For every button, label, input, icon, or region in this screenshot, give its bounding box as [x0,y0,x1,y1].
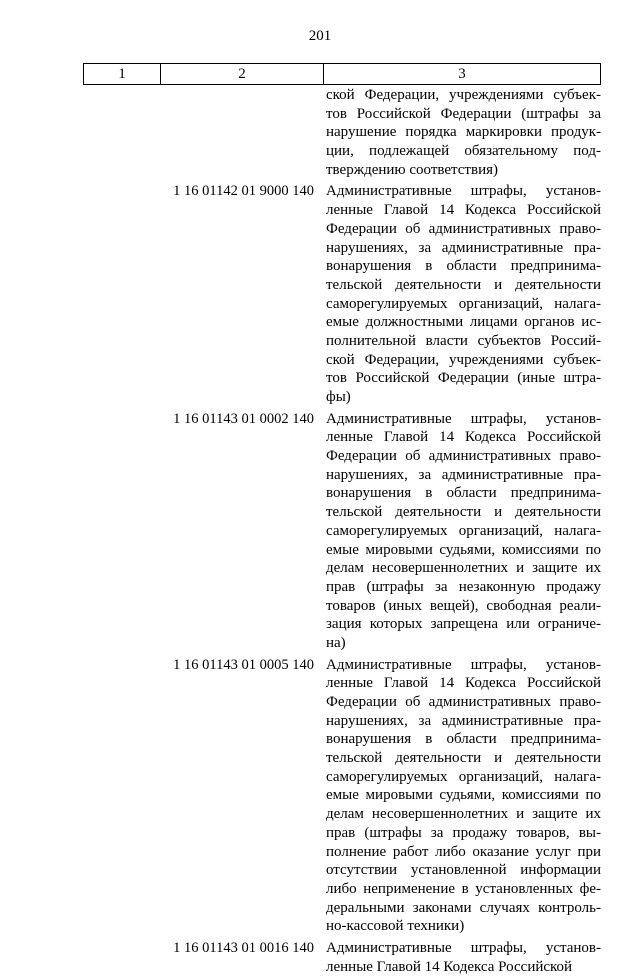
table-row [83,182,600,406]
description-line: тверждению соответствия) [326,161,498,178]
description-line: емые должностными лицами органов ис- [326,314,601,331]
description-line: ленные Главой 14 Кодекса Российской [326,675,601,692]
description-line: товаров (иных вещей), свободная реали- [326,597,601,614]
description-line: отсутствии установленной информации [326,862,601,879]
description-line: тов Российской Федерации (штрафы за [326,105,601,122]
table-row [83,86,600,179]
description-line: емые мировыми судьями, комиссиями по [326,541,601,558]
budget-code: 1 16 01143 01 0002 140 [173,410,314,427]
budget-code: 1 16 01143 01 0005 140 [173,656,314,673]
description-line: фы) [326,389,351,405]
description-line: прав (штрафы за незаконную продажу [326,578,601,595]
income-description [326,410,601,653]
description-line: ции, подлежащей обязательному под- [326,143,601,160]
description-line: нарушениях, за административные пра- [326,466,601,483]
page-number: 201 [308,28,332,44]
budget-code: 1 16 01142 01 9000 140 [173,183,314,200]
description-line: деральными законами случаях контроль- [326,899,601,916]
income-description [326,939,601,976]
table-row [83,656,600,936]
description-line: ленные Главой 14 Кодекса Российской [326,202,601,219]
income-description [326,656,601,936]
description-line: Федерации об административных право- [326,694,601,710]
description-line: Административные штрафы, установ- [326,656,601,673]
table-header [83,63,601,85]
table-row [83,939,600,976]
description-line: но-кассовой техники) [326,918,465,935]
description-line: либо неприменение в установленных фе- [326,880,601,897]
description-line: вонарушения в области предпринима- [326,731,601,748]
description-line: ленные Главой 14 Кодекса Российской [326,958,573,975]
description-line: Федерации об административных право- [326,220,601,237]
description-line: зация которых запрещена или ограниче- [326,616,601,633]
description-line: емые мировыми судьями, комиссиями по [326,787,601,804]
description-line: тов Российской Федерации (иные штра- [326,370,601,387]
description-line: тельской деятельности и деятельности [326,276,601,293]
description-line: Административные штрафы, установ- [326,183,601,200]
description-line: Административные штрафы, установ- [326,939,601,956]
description-line: делам несовершеннолетних и защите их [326,806,601,823]
table-body [83,86,600,976]
description-line: саморегулируемых организаций, налага- [326,768,601,785]
income-description [326,86,601,179]
description-line: саморегулируемых организаций, налага- [326,295,601,312]
description-line: нарушение порядка маркировки продук- [326,124,601,141]
description-line: на) [326,634,346,651]
description-line: прав (штрафы за продажу товаров, вы- [326,824,601,841]
description-line: ленные Главой 14 Кодекса Российской [326,429,601,446]
column-header-2: 2 [161,64,324,85]
income-description [326,182,601,406]
column-header-3: 3 [324,64,601,85]
description-line: ской Федерации, учреждениями субъек- [326,351,601,368]
description-line: Федерации об административных право- [326,448,601,465]
column-header-1: 1 [84,64,161,85]
description-line: делам несовершеннолетних и защите их [326,560,601,577]
description-line: саморегулируемых организаций, налага- [326,522,601,539]
description-line: ской Федерации, учреждениями субъек- [326,87,601,103]
description-line: полнение работ либо оказание услуг при [326,843,601,860]
description-line: вонарушения в области предпринима- [326,258,601,275]
description-line: вонарушения в области предпринима- [326,485,601,502]
table-row [83,410,600,653]
description-line: тельской деятельности и деятельности [326,750,601,767]
description-line: тельской деятельности и деятельности [326,504,601,521]
description-line: нарушениях, за административные пра- [326,712,601,729]
description-line: полнительной власти субъектов Россий- [326,332,601,349]
budget-code: 1 16 01143 01 0016 140 [173,939,314,956]
description-line: нарушениях, за административные пра- [326,239,601,256]
description-line: Административные штрафы, установ- [326,410,601,427]
